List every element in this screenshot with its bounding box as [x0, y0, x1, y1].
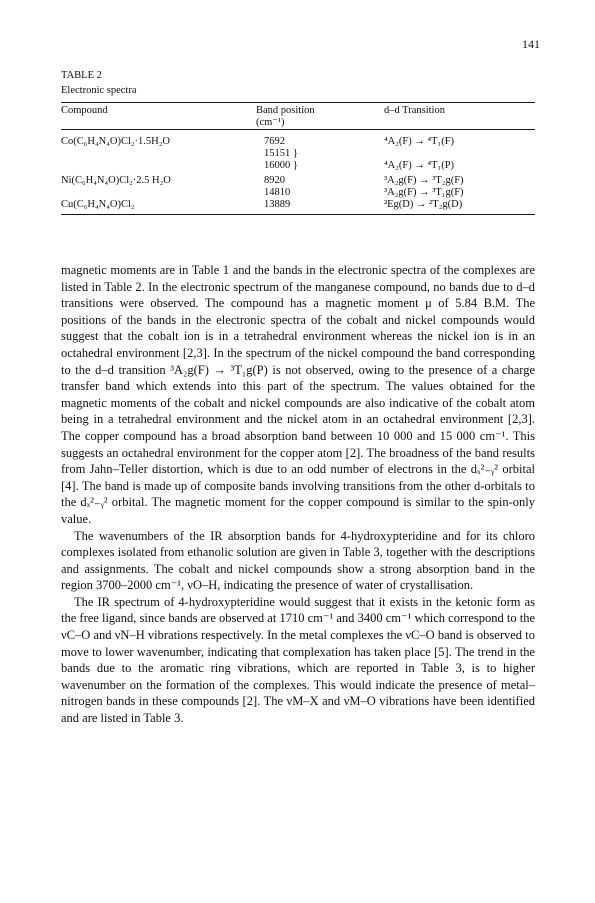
band-cell	[256, 172, 384, 199]
header-transition: d–d Transition	[384, 105, 445, 116]
paragraph: magnetic moments are in Table 1 and the bands in the electronic spectra of the complexes are listed in Table 2. In the electronic spectrum of the manganese compound, no bands due to d–d transitions were observed. The compound has a magnetic moment μ of 5.84 B.M. The positions of the bands in the electronic spectra of the cobalt and nickel compounds would suggest that the cobalt ion is in a tetrahedral environment whereas the nickel ion is in an octahedral environment [2,3]. In the spectrum of the nickel compound the band corresponding to the d–d transition ³A₂g(F) → ³T₁g(P) is not observed, owing to the presence of a charge transfer band which extends into this part of the spectrum. The values obtained for the magnetic moments of the cobalt and nickel compounds are also indicative of the cobalt atom being in a tetrahedral environment and the nickel atom in an octahedral environment [2,3]. The copper compound has a broad absorption band between 10 000 and 15 000 cm⁻¹. This suggests an octahedral environment for the copper atom [2]. The broadness of the band results from Jahn–Teller distortion, which is due to an odd number of electrons in the dₓ²₋ᵧ² orbital [4]. The band is made up of composite bands involving transitions from the other d-orbitals to the dₓ²₋ᵧ² orbital. The magnetic moment for the copper compound is similar to the spin-only value.	[61, 263, 535, 526]
compound-cell: Ni(C₆H₄N₄O)Cl₂·2.5 H₂O	[61, 175, 171, 186]
table-row	[61, 172, 535, 199]
header-band-unit: (cm⁻¹)	[256, 117, 285, 128]
band-value: 14810	[264, 187, 291, 198]
transition-value: ⁴A₂(F) → ⁴T₁(F)	[384, 136, 455, 147]
band-value: 15151 }	[264, 148, 298, 159]
band-value: 16000 }	[264, 160, 298, 171]
band-value: 13889	[264, 199, 291, 210]
transition-value: ³A₂g(F) → ³T₁g(F)	[384, 187, 464, 198]
electronic-spectra-table	[61, 102, 535, 215]
band-cell	[256, 130, 384, 173]
transition-cell	[384, 172, 535, 199]
band-cell	[256, 199, 384, 215]
table-title: Electronic spectra	[61, 85, 137, 96]
transition-value: ²Eg(D) → ²T₂g(D)	[384, 199, 463, 210]
transition-value: ³A₂g(F) → ³T₂g(F)	[384, 175, 464, 186]
header-compound: Compound	[61, 105, 108, 116]
paragraph: The IR spectrum of 4-hydroxypteridine would suggest that it exists in the ketonic form as the free ligand, since bands are observed at 1710 cm⁻¹ and 3400 cm⁻¹ which correspond to the νC–O and νN–H vibrations respectively. In the metal complexes the νC–O band is observed to move to lower wavenumber, indicating that complexation has taken place [5]. The trend in the bands due to the aromatic ring vibrations, which are reported in Table 3, is to higher wavenumber on the formation of the complexes. This would indicate the presence of metal–nitrogen bands in these compounds [2]. The νM–X and νM–O vibrations have been identified and are listed in Table 3.	[61, 594, 535, 726]
table-header-row	[61, 103, 535, 130]
header-band-position-label: Band position	[256, 105, 315, 116]
table-2	[61, 68, 535, 215]
table-row	[61, 130, 535, 173]
page-number: 141	[522, 37, 540, 51]
transition-cell	[384, 199, 535, 215]
table-row	[61, 199, 535, 215]
table-label: TABLE 2	[61, 70, 102, 81]
transition-cell	[384, 130, 535, 173]
compound-cell: Cu(C₆H₄N₄O)Cl₂	[61, 199, 135, 210]
body-text	[61, 262, 535, 727]
band-value: 8920	[264, 175, 285, 186]
header-band-position	[256, 103, 384, 130]
transition-value: ⁴A₂(F) → ⁴T₁(P)	[384, 160, 455, 171]
compound-cell: Co(C₆H₄N₄O)Cl₂·1.5H₂O	[61, 136, 171, 147]
band-value: 7692	[264, 136, 285, 147]
transition-value	[384, 148, 535, 160]
paragraph: The wavenumbers of the IR absorption bands for 4-hydroxypteridine and for its chloro complexes isolated from ethanolic solution are given in Table 3, together with the descriptions and assignments. The cobalt and nickel compounds show a strong absorption band in the region 3700–2000 cm⁻¹, νO–H, indicating the presence of water of crystallisation.	[61, 528, 535, 593]
